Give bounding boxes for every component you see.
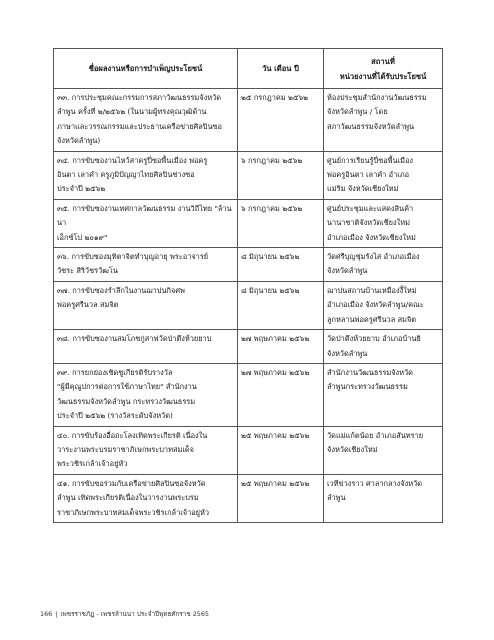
cell-place: สำนักงานวัฒนธรรมจังหวัด ลำพูนกระทรวงวัฒนธรรม	[324, 363, 443, 426]
header-place: สถานที่ หน่วยงานที่ได้รับประโยชน์	[324, 49, 443, 89]
cell-place: ห้องประชุมสำนักงานวัฒนธรรม จังหวัดลำพูน / โดย สภาวัฒนธรรมจังหวัดลำพูน	[324, 89, 443, 152]
table-row	[54, 89, 443, 152]
cell-work: ๔๑. การขับซอร่วมกับเครือข่ายศิลปินซอจังหวัด ลำพูน เทิดพระเกียรติเนื่องในวารงานพระบรม ราชาภิเษกพระบาทสมเด็จพระวชิรเกล้าเจ้าอยู่หัว	[54, 474, 238, 522]
page-footer	[40, 609, 209, 619]
cell-date: ๒๗ พฤษภาคม ๒๕๖๒	[238, 363, 324, 426]
table-row	[54, 151, 443, 199]
table-row	[54, 281, 443, 329]
cell-date: ๒๕ กรกฎาคม ๒๕๖๒	[238, 89, 324, 152]
footer-title: เพชรราชภัฏ - เพชรล้านนา ประจำปีพุทธศักราช 2565	[60, 610, 210, 618]
table-row	[54, 199, 443, 247]
cell-work: ๓๔. การขับซองานไหว้สาครูปี่ซอพื้นเมือง พ่อครู อินตา เลาคำ ครูภูมิปัญญาไทยศิลปินช่างซอ ประจำปี ๒๕๖๒	[54, 151, 238, 199]
cell-work: ๓๘. การขับซองานสมโภชกู่สาฟวัดป่าตึงห้วยยาบ	[54, 330, 238, 364]
footer-separator: |	[55, 610, 58, 618]
cell-place: วัดศรีบุญชุ่มรังไส อำเภอเมือง จังหวัดลำพูน	[324, 248, 443, 282]
page-number: 166	[40, 610, 53, 618]
cell-work: ๔๐. การขับร้องอื่อถะโลงเทิดพระเกียรติ เนื่องใน วาระงานพระบรมราชาภิเษกพระบาทสมเด็จ พระวชิรเกล้าเจ้าอยู่หัว	[54, 426, 238, 474]
header-work: ชื่อผลงานหรือการบำเพ็ญประโยชน์	[54, 49, 238, 89]
cell-place: เวทีข่วงราว ศาลากลางจังหวัด ลำพูน	[324, 474, 443, 522]
table-row	[54, 248, 443, 282]
cell-date: ๒๕ พฤษภาคม ๒๕๖๒	[238, 474, 324, 522]
cell-work: ๓๓. การประชุมคณะกรรมการสภาวัฒนธรรมจังหวัด ลำพูน ครั้งที่ ๒/๒๕๖๒ (ในนามผู้ทรงคุณวุฒิด้าน ภาษาและวรรณกรรมและประธานเครือข่ายศิลปินซอ จังหวัดลำพูน)	[54, 89, 238, 152]
table-row	[54, 426, 443, 474]
table-row	[54, 474, 443, 522]
cell-date: ๘ มิถุนายน ๒๕๖๒	[238, 281, 324, 329]
cell-date: ๒๕ พฤษภาคม ๒๕๖๒	[238, 426, 324, 474]
header-date: วัน เดือน ปี	[238, 49, 324, 89]
cell-work: ๓๕. การขับซองานเทศกาลวัฒนธรรม งานวิถีไทย "ล้านนา เอ็กซ์โป ๒๐๑๙"	[54, 199, 238, 247]
table-row	[54, 330, 443, 364]
cell-work: ๓๙. การยกย่องเชิดชูเกียรติรับรางวัล "ผู้มีคุณูปการต่อการใช้ภาษาไทย" สำนักงาน วัฒนธรรมจังหวัดลำพูน กระทรวงวัฒนธรรม ประจำปี ๒๕๖๒ (รางวัลระดับจังหวัด)	[54, 363, 238, 426]
table-row	[54, 363, 443, 426]
cell-date: ๘ มิถุนายน ๒๕๖๒	[238, 248, 324, 282]
cell-place: ศูนย์การเรียนรู้ปี่ซอพื้นเมือง พ่อครูอินตา เลาคำ อำเภอ แม่ริม จังหวัดเชียงใหม่	[324, 151, 443, 199]
achievements-table	[53, 48, 443, 523]
cell-place: ศูนย์ประชุมและแสดงสินค้า นานาชาติจังหวัดเชียงใหม่ อำเภอเมือง จังหวัดเชียงใหม่	[324, 199, 443, 247]
table-header-row	[54, 49, 443, 89]
cell-work: ๓๗. การขับซองรำลึกในงานฌาปนกิจศพ พ่อครูศรีนวล สมจิต	[54, 281, 238, 329]
cell-work: ๓๖. การขับซองมุทิตาจิตทำบุญอายุ พระอาจารย์ วัชระ สิริวัชรวัฒโน	[54, 248, 238, 282]
cell-place: วัดป่าตึงห้วยยาบ อำเภอบ้านธิ จังหวัดลำพูน	[324, 330, 443, 364]
cell-date: ๖ กรกฎาคม ๒๕๖๒	[238, 151, 324, 199]
cell-place: วัดแม่แก้ตน้อย อำเภอสันทราย จังหวัดเชียงใหม่	[324, 426, 443, 474]
cell-date: ๖ กรกฎาคม ๒๕๖๒	[238, 199, 324, 247]
cell-place: ฌาปนสถานบ้านเหมืองงี้ใหม่ อำเภอเมือง จังหวัดลำพูน/คณะ ลูกหลานพ่อครูศรีนวล สมจิต	[324, 281, 443, 329]
cell-date: ๒๗ พฤษภาคม ๒๕๖๒	[238, 330, 324, 364]
